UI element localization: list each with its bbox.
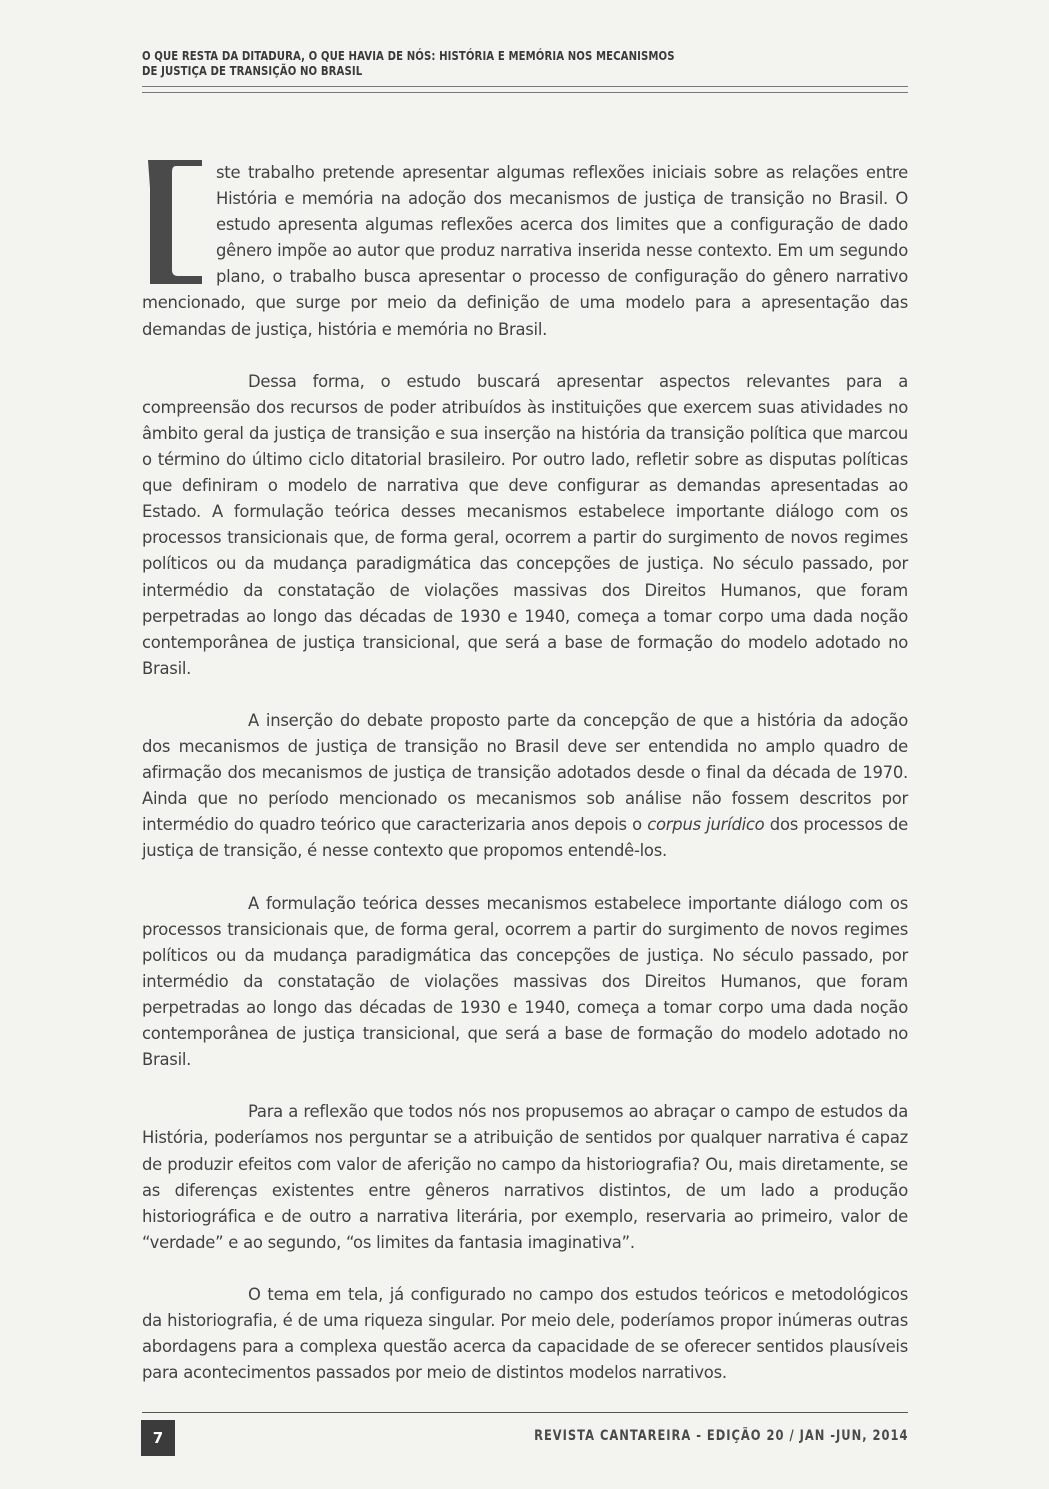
article-body (142, 160, 908, 1413)
paragraph-3-text-b: dos processos de justiça de transição, é nesse contexto que propomos entendê-los. (142, 815, 908, 861)
journal-footer-title: REVISTA CANTAREIRA - EDIÇÃO 20 / JAN -JUN, 2014 (533, 1428, 908, 1444)
italic-term: corpus jurídico (647, 815, 765, 835)
paragraph-5: Para a reflexão que todos nós nos propusemos ao abraçar o campo de estudos da História, poderíamos nos perguntar se a atribuição de sentidos por qualquer narrativa é capaz de produzir efeitos com valor de aferição no campo da historiografia? Ou, mais diretamente, se as diferenças existentes entre gêneros narrativos distintos, de um lado a produção historiográfica e de outro a narrativa literária, por exemplo, reservaria ao primeiro, valor de “verdade” e ao segundo, “os limites da fantasia imaginativa”. (142, 1102, 908, 1252)
paragraph-4: A formulação teórica desses mecanismos estabelece importante diálogo com os processos transicionais que, de forma geral, ocorrem a partir do surgimento de novos regimes políticos ou da mudança paradigmática das concepções de justiça. No século passado, por intermédio da constatação de violações massivas dos Direitos Humanos, que foram perpetradas ao longo das décadas de 1930 e 1940, começa a tomar corpo uma dada noção contemporânea de justiça transicional, que será a base de formação do modelo adotado no Brasil. (142, 893, 908, 1070)
paragraph-3-text-a: A inserção do debate proposto parte da concepção de que a história da adoção dos mecanismos de justiça de transição no Brasil deve ser entendida no amplo quadro de afirmação dos mecanismos de justiça de transição adotados desde o final da década de 1970. Ainda que no período mencionado os mecanismos sob análise não fossem descritos por intermédio do quadro teórico que caracterizaria anos depois o (142, 710, 908, 835)
footer-rule (142, 1412, 908, 1413)
paragraph-1 (142, 160, 908, 343)
running-header (142, 48, 908, 78)
header-double-rule (142, 86, 908, 93)
dropcap-letter (142, 160, 202, 290)
paragraph-2: Dessa forma, o estudo buscará apresentar aspectos relevantes para a compreensão dos recursos de poder atribuídos às instituições que exercem suas atividades no âmbito geral da justiça de transição e sua inserção na história da transição política que marcou o término do último ciclo ditatorial brasileiro. Por outro lado, refletir sobre as disputas políticas que definiram o modelo de narrativa que deve configurar as demandas apresentadas ao Estado. A formulação teórica desses mecanismos estabelece importante diálogo com os processos transicionais que, de forma geral, ocorrem a partir do surgimento de novos regimes políticos ou da mudança paradigmática das concepções de justiça. No século passado, por intermédio da constatação de violações massivas dos Direitos Humanos, que foram perpetradas ao longo das décadas de 1930 e 1940, começa a tomar corpo uma dada noção contemporânea de justiça transicional, que será a base de formação do modelo adotado no Brasil. (142, 371, 908, 678)
header-title: O QUE RESTA DA DITADURA, O QUE HAVIA DE NÓS: HISTÓRIA E MEMÓRIA NOS MECANISMOS DE JUSTIÇA DE TRANSIÇÃO NO BRASIL (142, 48, 675, 78)
paragraph-1-text: ste trabalho pretende apresentar algumas reflexões iniciais sobre as relações entre História e memória na adoção dos mecanismos de justiça de transição no Brasil. O estudo apresenta algumas reflexões acerca dos limites que a configuração de dado gênero impõe ao autor que produz narrativa inserida nesse contexto. Em um segundo plano, o trabalho busca apresentar o processo de configuração do gênero narrativo mencionado, que surge por meio da definição de uma modelo para a apresentação das demandas de justiça, história e memória no Brasil. (142, 163, 908, 339)
page-number: 7 (141, 1420, 175, 1456)
paragraph-6: O tema em tela, já configurado no campo dos estudos teóricos e metodológicos da historiografia, é de uma riqueza singular. Por meio dele, poderíamos propor inúmeras outras abordagens para a complexa questão acerca da capacidade de se oferecer sentidos plausíveis para acontecimentos passados por meio de distintos modelos narrativos. (142, 1285, 908, 1383)
dropcap-e-glyph (142, 160, 202, 288)
paragraph-3 (142, 708, 908, 865)
